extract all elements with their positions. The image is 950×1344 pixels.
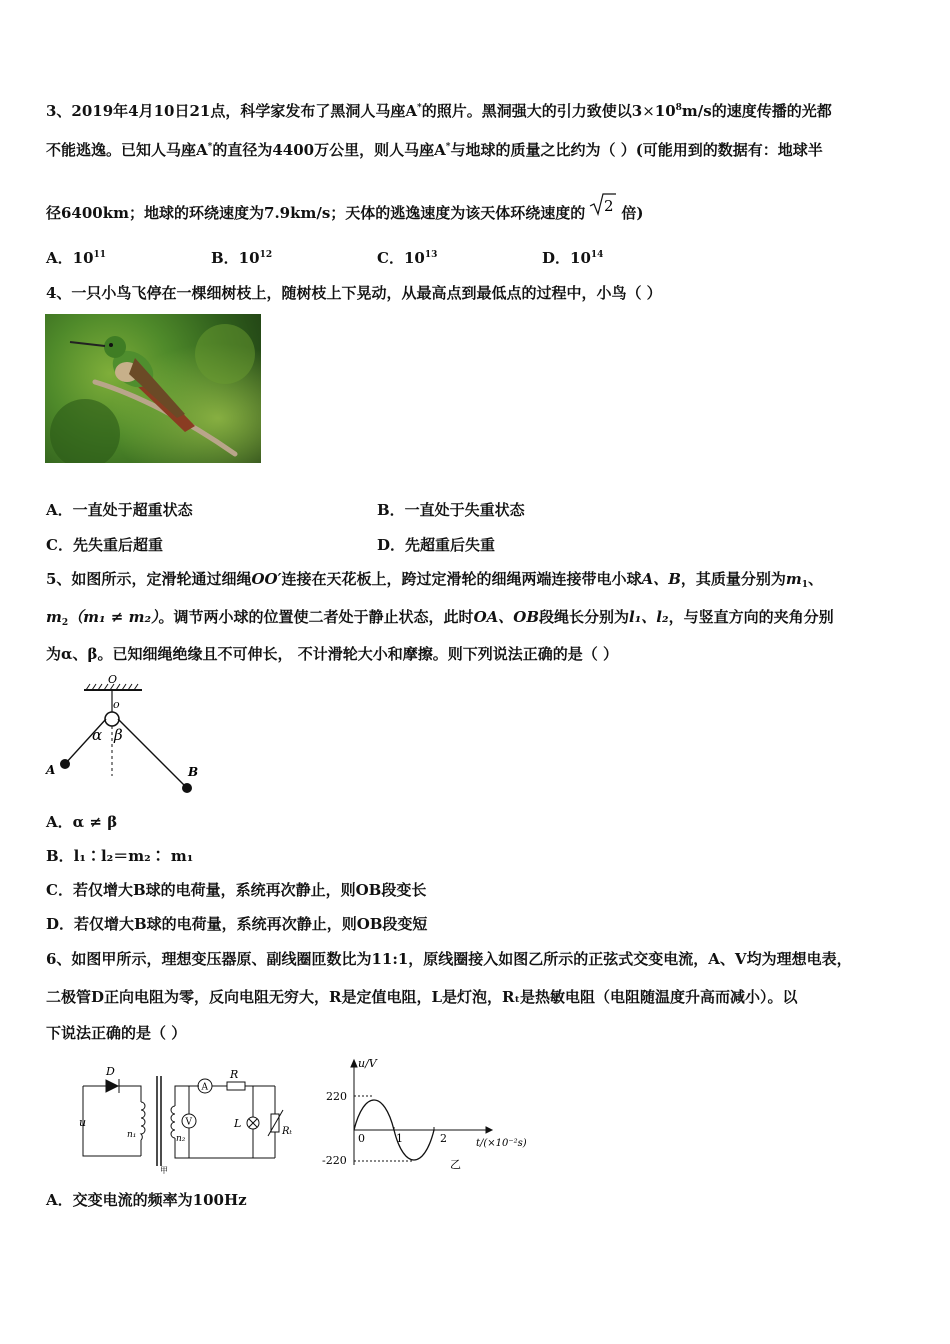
label-o-ceiling: O	[108, 673, 118, 686]
graph-zero: 0	[358, 1132, 365, 1145]
graph-ymax: 220	[326, 1090, 347, 1103]
graph-tick-2: 2	[440, 1132, 447, 1145]
label-l: L	[234, 1117, 242, 1130]
label-b: B	[188, 765, 199, 779]
label-a: A	[46, 763, 56, 777]
q3-line-2: 不能逃逸。已知人马座A*的直径为4400万公里，则人马座A*与地球的质量之比约为（ ）(可能用到的数据有：地球半	[46, 141, 823, 159]
q4-option-b[interactable]: B．一直处于失重状态	[377, 501, 525, 519]
q5-line-2: $m_2(m_1 \ne m_2)$。调节两小球的位置使二者处于静止状态，此时OA、OB段绳长分别为l₁、l₂，与竖直方向的夹角分别	[46, 608, 834, 628]
sqrt-symbol	[589, 192, 617, 216]
q5-line-3: 为α、β。已知细绳绝缘且不可伸长， 不计滑轮大小和摩擦。则下列说法正确的是（ ）	[46, 645, 618, 663]
label-diode: D	[106, 1065, 115, 1078]
q6-line-2: 二极管D正向电阻为零，反向电阻无穷大，R是定值电阻，L是灯泡，Rₜ是热敏电阻（电阻随温度升高而减小）。以	[46, 988, 798, 1006]
sine-voltage-graph	[318, 1055, 538, 1175]
label-ammeter: A	[201, 1082, 208, 1093]
q4-option-d[interactable]: D．先超重后失重	[377, 536, 496, 554]
label-n2: n₂	[176, 1134, 186, 1144]
q4-stem: 4、一只小鸟飞停在一棵细树枝上，随树枝上下晃动，从最高点到最低点的过程中，小鸟（ ）	[46, 284, 662, 302]
graph-tick-1: 1	[396, 1132, 403, 1145]
label-voltmeter: V	[185, 1117, 192, 1128]
label-beta: β	[114, 726, 123, 744]
q6-line-1: 6、如图甲所示，理想变压器原、副线圈匝数比为11:1，原线圈接入如图乙所示的正弦式交变电流，A、V均为理想电表，	[46, 950, 852, 968]
q5-option-d[interactable]: D．若仅增大B球的电荷量，系统再次静止，则OB段变短	[46, 915, 428, 933]
label-u: u	[79, 1116, 87, 1129]
label-n1: n₁	[127, 1130, 137, 1140]
graph-ymin: -220	[322, 1154, 347, 1167]
q5-line-1: 5、如图所示，定滑轮通过细绳OO′连接在天花板上，跨过定滑轮的细绳两端连接带电小球A、B，其质量分别为$m_1$、	[46, 570, 824, 590]
label-r: R	[230, 1068, 239, 1081]
q4-option-a[interactable]: A．一直处于超重状态	[46, 501, 193, 519]
graph-xlabel: t/(×10⁻²s)	[476, 1138, 527, 1149]
svg-text:2: 2	[604, 197, 614, 215]
q3-option-a[interactable]: A．$10^{11}$	[46, 249, 107, 267]
q3-line-1: 3、2019年4月10日21点，科学家发布了黑洞人马座A*的照片。黑洞强大的引力致使以$3\times 10^8m/s$的速度传播的光都	[46, 102, 832, 120]
q6-option-a[interactable]: A．交变电流的频率为100Hz	[46, 1191, 247, 1209]
q5-option-c[interactable]: C．若仅增大B球的电荷量，系统再次静止，则OB段变长	[46, 881, 427, 899]
q3-line-3: 径6400km；地球的环绕速度为7.9km/s；天体的逃逸速度为该天体环绕速度的 2 倍)	[46, 202, 643, 226]
label-alpha: α	[92, 726, 103, 744]
pulley-diagram	[40, 672, 210, 802]
hummingbird-photo	[45, 314, 261, 463]
q6-line-3: 下说法正确的是（ ）	[46, 1024, 187, 1042]
label-rt: Rₜ	[282, 1126, 292, 1137]
q3-option-d[interactable]: D．$10^{14}$	[542, 249, 604, 267]
graph-ylabel: u/V	[358, 1057, 377, 1070]
graph-yi: 乙	[450, 1158, 461, 1171]
q3-option-b[interactable]: B．$10^{12}$	[211, 249, 273, 267]
label-o-pulley: o	[113, 698, 120, 711]
label-jia: 甲	[160, 1166, 168, 1175]
q5-option-b[interactable]: B．l₁∶l₂＝m₂∶ m₁	[46, 847, 194, 865]
q5-option-a[interactable]: A．α ≠ β	[46, 813, 118, 831]
q3-option-c[interactable]: C．$10^{13}$	[377, 249, 438, 267]
q4-option-c[interactable]: C．先失重后超重	[46, 536, 163, 554]
transformer-circuit-diagram	[75, 1062, 300, 1177]
